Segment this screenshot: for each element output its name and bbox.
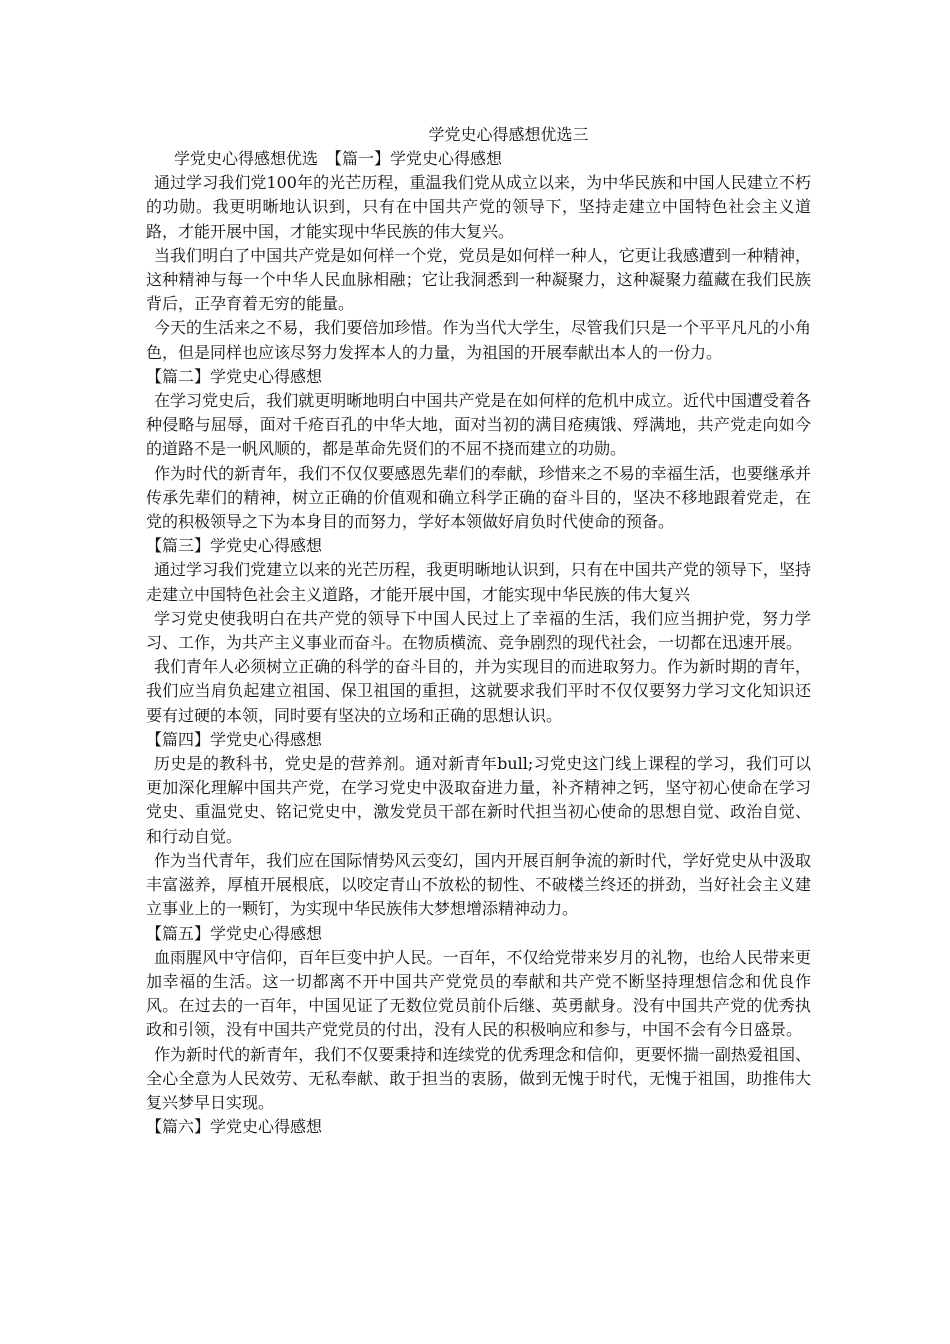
- section-heading-3: 【篇三】学党史心得感想: [146, 536, 323, 556]
- section-heading-2: 【篇二】学党史心得感想: [146, 366, 323, 386]
- section-heading-5: 【篇五】学党史心得感想: [146, 923, 323, 943]
- document-title: 学党史心得感想优选三: [428, 125, 589, 144]
- paragraph: 作为当代青年，我们应在国际情势风云变幻，国内开展百舸争流的新时代，学好党史从中汲取丰富滋养，厚植开展根底，以咬定青山不放松的韧性、不破楼兰终还的拼劲，当好社会主义建立事业上的一颗钉，为实现中华民族伟大梦想增添精神动力。: [146, 850, 811, 919]
- paragraph: 通过学习我们党建立以来的光芒历程，我更明晰地认识到，只有在中国共产党的领导下，坚持走建立中国特色社会主义道路，才能开展中国，才能实现中华民族的伟大复兴: [146, 560, 811, 604]
- paragraph: 血雨腥风中守信仰，百年巨变中护人民。一百年，不仅给党带来岁月的礼物，也给人民带来更加幸福的生活。这一切都离不开中国共产党党员的奉献和共产党不断坚持理想信念和优良作风。在过去的一百年，中国见证了无数位党员前仆后继、英勇献身。没有中国共产党的优秀执政和引领，没有中国共产党党员的付出，没有人民的积极响应和参与，中国不会有今日盛景。: [146, 947, 811, 1040]
- document-body: [146, 123, 811, 1139]
- document-subtitle: 学党史心得感想优选 【篇一】学党史心得感想: [174, 149, 503, 168]
- section-heading-6: 【篇六】学党史心得感想: [146, 1117, 323, 1137]
- paragraph: 历史是的教科书，党史是的营养剂。通对新青年bull;习党史这门线上课程的学习，我们可以更加深化理解中国共产党，在学习党史中汲取奋进力量，补齐精神之钙，坚守初心使命在学习党史、重温党史、铭记党史中，激发党员干部在新时代担当初心使命的思想自觉、政治自觉、和行动自觉。: [146, 754, 811, 846]
- paragraph: 当我们明白了中国共产党是如何样一个党，党员是如何样一种人，它更让我感遭到一种精神，这种精神与每一个中华人民血脉相融；它让我洞悉到一种凝聚力，这种凝聚力蕴藏在我们民族背后，正孕育着无穷的能量。: [146, 245, 811, 314]
- paragraph: 在学习党史后，我们就更明晰地明白中国共产党是在如何样的危机中成立。近代中国遭受着各种侵略与屈辱，面对千疮百孔的中华大地，面对当初的满目疮痍饿、殍满地，共产党走向如今的道路不是一帆风顺的，都是革命先贤们的不屈不挠而建立的功勋。: [146, 391, 811, 459]
- paragraph: 作为新时代的新青年，我们不仅要秉持和连续党的优秀理念和信仰，更要怀揣一副热爱祖国、全心全意为人民效劳、无私奉献、敢于担当的衷肠，做到无愧于时代，无愧于祖国，助推伟大复兴梦早日实现。: [146, 1044, 811, 1112]
- section-heading-4: 【篇四】学党史心得感想: [146, 729, 323, 749]
- paragraph: 今天的生活来之不易，我们要倍加珍惜。作为当代大学生，尽管我们只是一个平平凡凡的小角色，但是同样也应该尽努力发挥本人的力量，为祖国的开展奉献出本人的一份力。: [146, 318, 811, 362]
- paragraph: 通过学习我们党100年的光芒历程，重温我们党从成立以来，为中华民族和中国人民建立不朽的功勋。我更明晰地认识到，只有在中国共产党的领导下，坚持走建立中国特色社会主义道路，才能开展中国，才能实现中华民族的伟大复兴。: [146, 173, 811, 241]
- paragraph: 我们青年人必须树立正确的科学的奋斗目的，并为实现目的而进取努力。作为新时期的青年，我们应当肩负起建立祖国、保卫祖国的重担，这就要求我们平时不仅仅要努力学习文化知识还要有过硬的本领，同时要有坚决的立场和正确的思想认识。: [146, 657, 811, 725]
- paragraph: 作为时代的新青年，我们不仅仅要感恩先辈们的奉献，珍惜来之不易的幸福生活，也要继承并传承先辈们的精神，树立正确的价值观和确立科学正确的奋斗目的，坚决不移地跟着党走，在党的积极领导之下为本身目的而努力，学好本领做好肩负时代使命的预备。: [146, 463, 811, 532]
- paragraph: 学习党史使我明白在共产党的领导下中国人民过上了幸福的生活，我们应当拥护党，努力学习、工作，为共产主义事业而奋斗。在物质横流、竞争剧烈的现代社会，一切都在迅速开展。: [146, 608, 811, 653]
